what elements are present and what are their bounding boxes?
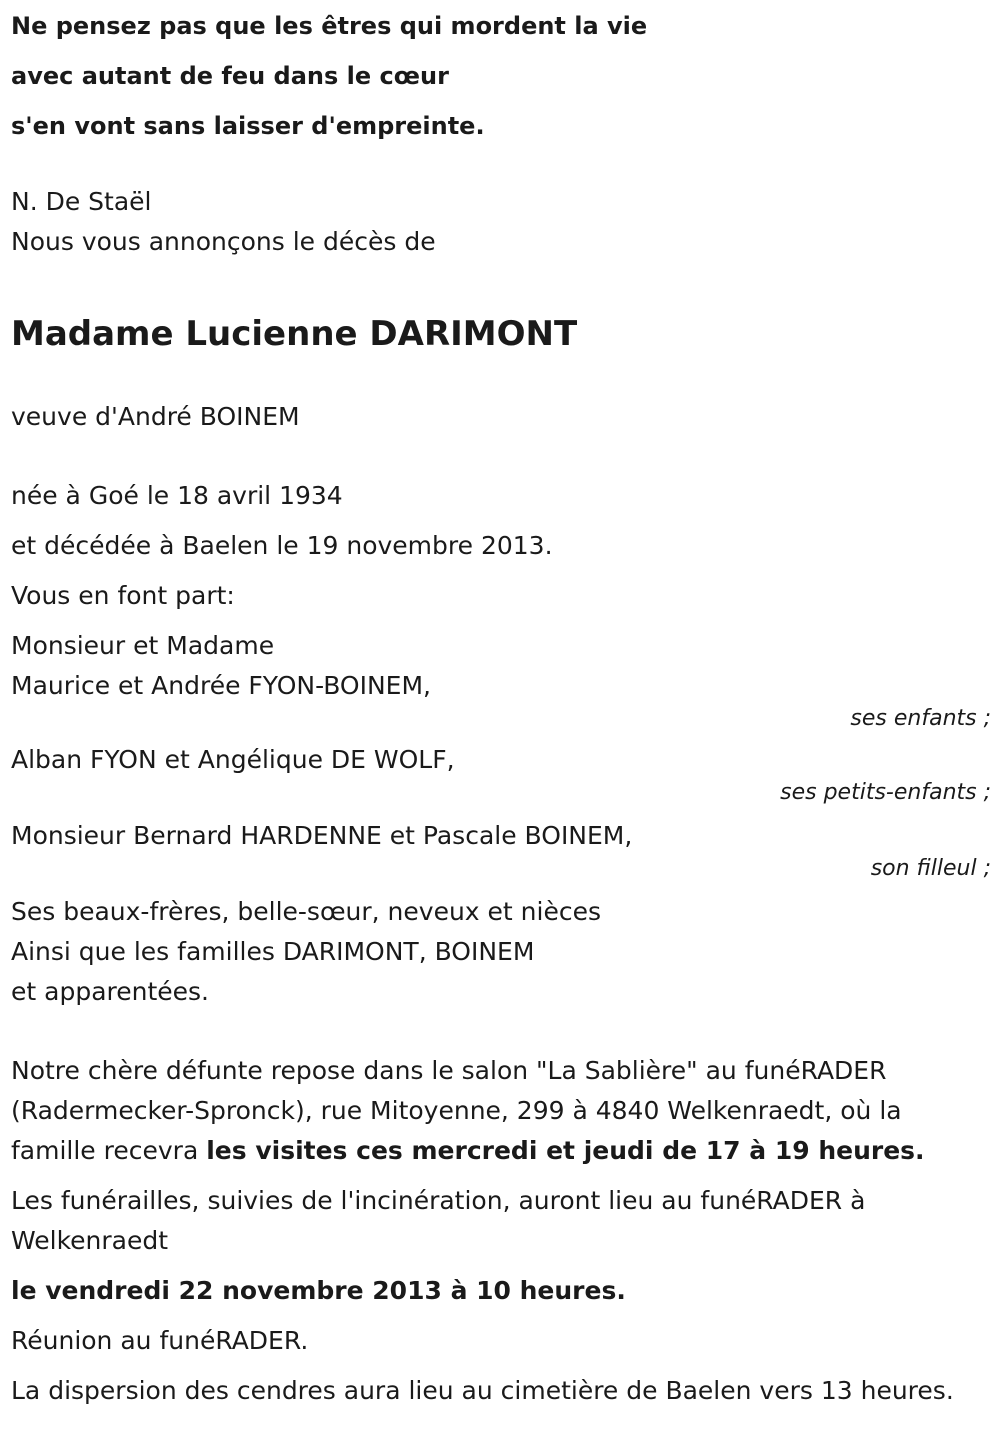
- epigraph-quote: [11, 0, 991, 151]
- meeting-info: Réunion au funéRADER.: [11, 1326, 309, 1355]
- quote-line: s'en vont sans laisser d'empreinte.: [11, 112, 485, 140]
- birth-info: née à Goé le 18 avril 1934: [11, 481, 343, 510]
- death-info: et décédée à Baelen le 19 novembre 2013.: [11, 531, 553, 560]
- quote-author: N. De Staël: [11, 187, 152, 216]
- children-line-1: Monsieur et Madame: [11, 631, 275, 660]
- children-relation: ses enfants ;: [850, 706, 991, 731]
- deceased-name: Madame Lucienne DARIMONT: [11, 314, 578, 354]
- grandchildren-relation: ses petits-enfants ;: [780, 780, 991, 805]
- funeral-paragraph: Les funérailles, suivies de l'incinération, auront lieu au funéRADER à Welkenraedt: [11, 1186, 866, 1255]
- others-line-1: Ses beaux-frères, belle-sœur, neveux et nièces: [11, 897, 601, 926]
- children-line-2: Maurice et Andrée FYON-BOINEM,: [11, 671, 431, 700]
- visits-bold: les visites ces mercredi et jeudi de 17 à 19 heures.: [206, 1136, 925, 1165]
- others-line-3: et apparentées.: [11, 977, 209, 1006]
- godson-relation: son filleul ;: [870, 856, 991, 881]
- quote-line: Ne pensez pas que les êtres qui mordent la vie: [11, 12, 648, 40]
- announcement-text: Nous vous annonçons le décès de: [11, 227, 436, 256]
- widow-of: veuve d'André BOINEM: [11, 402, 300, 431]
- family-intro: Vous en font part:: [11, 581, 235, 610]
- obituary-notice: [11, 0, 991, 1411]
- quote-line: avec autant de feu dans le cœur: [11, 62, 449, 90]
- others-line-2: Ainsi que les familles DARIMONT, BOINEM: [11, 937, 535, 966]
- repose-paragraph: [11, 1051, 991, 1171]
- godson-names: Monsieur Bernard HARDENNE et Pascale BOINEM,: [11, 821, 633, 850]
- ashes-info: La dispersion des cendres aura lieu au cimetière de Baelen vers 13 heures.: [11, 1376, 954, 1405]
- funeral-date: le vendredi 22 novembre 2013 à 10 heures.: [11, 1276, 626, 1305]
- grandchildren-names: Alban FYON et Angélique DE WOLF,: [11, 745, 455, 774]
- repose-text: Notre chère défunte repose dans le salon "La Sablière" au funéRADER (Radermecker-Spronck), rue Mitoyenne, 299 à 4840 Welkenraedt, où la famille recevra: [11, 1056, 902, 1165]
